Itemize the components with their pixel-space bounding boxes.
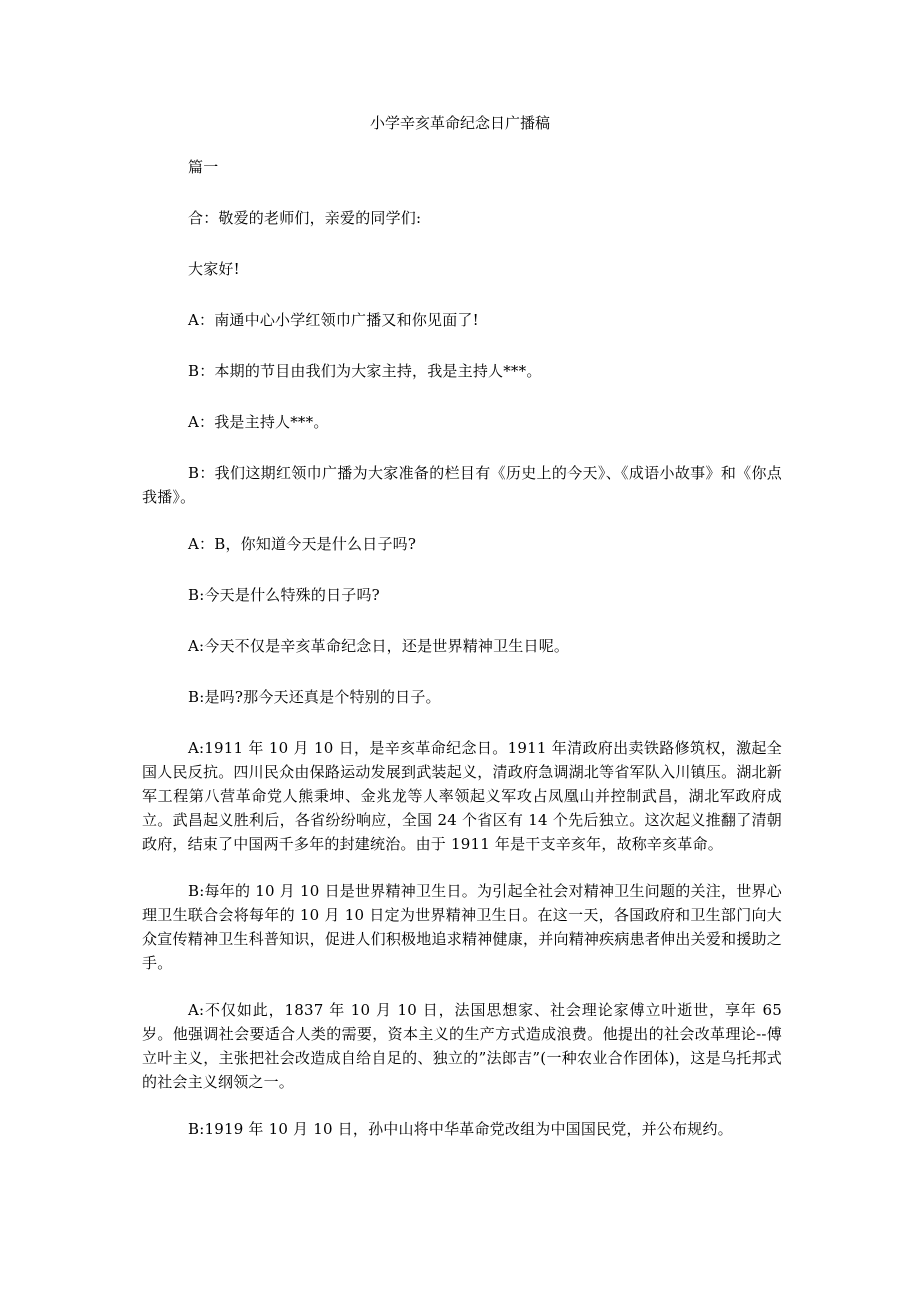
paragraph-hello: 大家好! — [188, 260, 240, 278]
paragraph-kuomintang: B:1919 年 10 月 10 日，孙中山将中华革命党改组为中国国民党，并公布规约。 — [188, 1120, 733, 1138]
paragraph-line: A:今天不仅是辛亥革命纪念日，还是世界精神卫生日呢。 — [188, 637, 570, 655]
paragraph-mental-health-day: B:每年的 10 月 10 日是世界精神卫生日。为引起全社会对精神卫生问题的关注，世界心理卫生联合会将每年的 10 月 10 日定为世界精神卫生日。在这一天，各国政府和卫生部门向大众宣传精神卫生科普知识，促进人们积极地追求精神健康，并向精神疾病患者伸出关爱和援助之手。 — [142, 882, 782, 972]
paragraph-line: A：南通中心小学红领巾广播又和你见面了! — [188, 311, 479, 329]
paragraph-greeting: 合：敬爱的老师们，亲爱的同学们: — [188, 209, 422, 227]
paragraph-line: B：我们这期红领巾广播为大家准备的栏目有《历史上的今天》、《成语小故事》和《你点我播》。 — [142, 464, 782, 506]
paragraph-xinhai: A:1911 年 10 月 10 日，是辛亥革命纪念日。1911 年清政府出卖铁路修筑权，激起全国人民反抗。四川民众由保路运动发展到武装起义，清政府急调湖北等省军队入川镇压。湖北新军工程第八营革命党人熊秉坤、金兆龙等人率领起义军攻占凤凰山并控制武昌，湖北军政府成立。武昌起义胜利后，各省纷纷响应，全国 24 个省区有 14 个先后独立。这次起义推翻了清朝政府，结束了中国两千多年的封建统治。由于 1911 年是干支辛亥年，故称辛亥革命。 — [142, 739, 782, 853]
document-body — [142, 155, 782, 1168]
paragraph-line: B：本期的节目由我们为大家主持，我是主持人***。 — [188, 362, 542, 380]
paragraph-line: B:是吗?那今天还真是个特别的日子。 — [188, 688, 441, 706]
paragraph-section-heading: 篇一 — [188, 158, 219, 176]
paragraph-line: A：B，你知道今天是什么日子吗? — [188, 535, 417, 553]
paragraph-line: B:今天是什么特殊的日子吗? — [188, 586, 380, 604]
document-title: 小学辛亥革命纪念日广播稿 — [369, 114, 550, 132]
paragraph-fourier: A:不仅如此，1837 年 10 月 10 日，法国思想家、社会理论家傅立叶逝世，享年 65 岁。他强调社会要适合人类的需要，资本主义的生产方式造成浪费。他提出的社会改革理论--傅立叶主义，主张把社会改造成自给自足的、独立的”法郎吉”(一种农业合作团体)，这是乌托邦式的社会主义纲领之一。 — [142, 1001, 782, 1091]
paragraph-line: A：我是主持人***。 — [188, 413, 329, 431]
